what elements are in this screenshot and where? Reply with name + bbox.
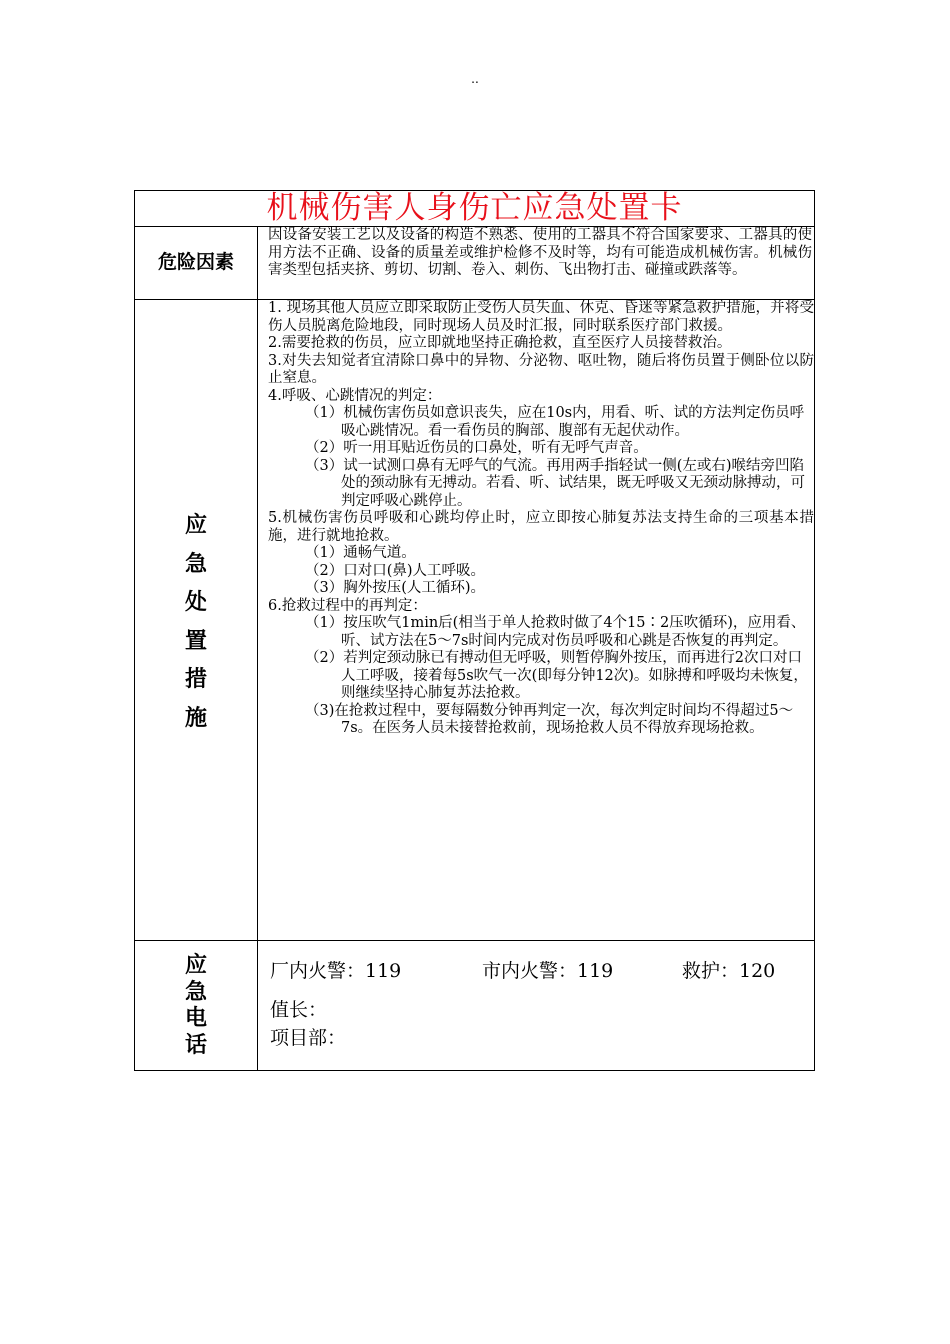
- duty-manager: 值长：: [270, 999, 328, 1021]
- step-5: 5.机械伤害伤员呼吸和心跳均停止时，应立即按心肺复苏法支持生命的三项基本措施，进行就地抢救。: [268, 510, 814, 544]
- step-4-3: （3）试一试测口鼻有无呼气的气流。再用两手指轻试一侧(左或右)喉结旁凹陷处的颈动脉有无搏动。若看、听、试结果，既无呼吸又无颈动脉搏动，可判定呼吸心跳停止。: [305, 457, 805, 509]
- measures-label-cell: [135, 300, 258, 940]
- hazard-label-cell: [135, 227, 258, 299]
- measures-content-cell: [259, 300, 814, 940]
- measures-label-char: 置: [184, 628, 207, 654]
- phone-label-cell: [135, 941, 258, 1070]
- factory-fire-phone: 厂内火警：119: [270, 960, 402, 982]
- measures-label: [135, 507, 257, 738]
- hazard-text: 因设备安装工艺以及设备的构造不熟悉、使用的工器具不符合国家要求、工器具的使用方法不正确、设备的质量差或维护检修不及时等，均有可能造成机械伤害。机械伤害类型包括夹挤、剪切、切割、卷入、刺伤、飞出物打击、碰撞或跌落等。: [268, 227, 812, 278]
- phone-numbers: [270, 956, 775, 983]
- phone-label: [135, 953, 257, 1059]
- hazard-label: 危险因素: [157, 251, 234, 273]
- measures-label-char: 急: [184, 551, 207, 577]
- step-4-1: （1）机械伤害伤员如意识丧失，应在10s内，用看、听、试的方法判定伤员呼吸心跳情况。看一看伤员的胸部、腹部有无起伏动作。: [305, 405, 805, 439]
- step-6-3: （3)在抢救过程中，要每隔数分钟再判定一次，每次判定时间均不得超过5～7s。在医务人员未接替抢救前，现场抢救人员不得放弃现场抢救。: [305, 702, 794, 736]
- step-6-2: （2）若判定颈动脉已有搏动但无呼吸，则暂停胸外按压，而再进行2次口对口 人工呼吸，接着每5s吹气一次(即每分钟12次)。如脉搏和呼吸均未恢复，则继续坚持心肺复苏法抢救。: [305, 650, 808, 701]
- phone-label-char: 电: [184, 1006, 207, 1031]
- hazard-content-cell: [259, 227, 814, 299]
- header-mark: ..: [471, 72, 479, 86]
- step-6-1: （1）按压吹气1min后(相当于单人抢救时做了4个15∶2压吹循环)，应用看、听、试方法在5～7s时间内完成对伤员呼吸和心跳是否恢复的再判定。: [305, 615, 806, 649]
- step-2: 2.需要抢救的伤员，应立即就地坚持正确抢救，直至医疗人员接替救治。: [268, 335, 732, 351]
- card-title: 机械伤害人身伤亡应急处置卡: [135, 191, 814, 227]
- measures-steps: [268, 300, 814, 738]
- city-fire-phone: 市内火警：119: [482, 960, 614, 982]
- hazard-row: [135, 227, 814, 300]
- measures-label-char: 应: [184, 513, 207, 538]
- measures-row: [135, 300, 814, 941]
- measures-label-char: 处: [184, 590, 207, 615]
- rescue-phone: 救护：120: [682, 960, 776, 982]
- step-4-2: （2）听一用耳贴近伤员的口鼻处，听有无呼气声音。: [305, 440, 648, 456]
- phone-label-char: 话: [184, 1032, 207, 1058]
- phone-label-char: 应: [184, 953, 207, 978]
- step-5-3: （3）胸外按压(人工循环)。: [305, 580, 486, 596]
- project-dept: 项目部：: [270, 1027, 347, 1049]
- phone-label-char: 急: [184, 979, 207, 1005]
- phone-row: [135, 941, 814, 1070]
- step-6: 6.抢救过程中的再判定：: [268, 597, 427, 614]
- step-5-2: （2）口对口(鼻)人工呼吸。: [305, 562, 486, 579]
- step-1: 1. 现场其他人员应立即采取防止受伤人员失血、休克、昏迷等紧急救护措施，并将受伤人员脱离危险地段，同时现场人员及时汇报，同时联系医疗部门救援。: [268, 300, 814, 334]
- phone-content-cell: [259, 941, 814, 1070]
- step-5-1: （1）通畅气道。: [305, 545, 416, 561]
- step-4: 4.呼吸、心跳情况的判定：: [268, 387, 442, 404]
- measures-label-char: 施: [184, 705, 207, 731]
- measures-label-char: 措: [184, 667, 207, 692]
- emergency-card: [134, 190, 815, 1071]
- step-3: 3.对失去知觉者宜清除口鼻中的异物、分泌物、呕吐物，随后将伤员置于侧卧位以防止窒息。: [268, 352, 814, 386]
